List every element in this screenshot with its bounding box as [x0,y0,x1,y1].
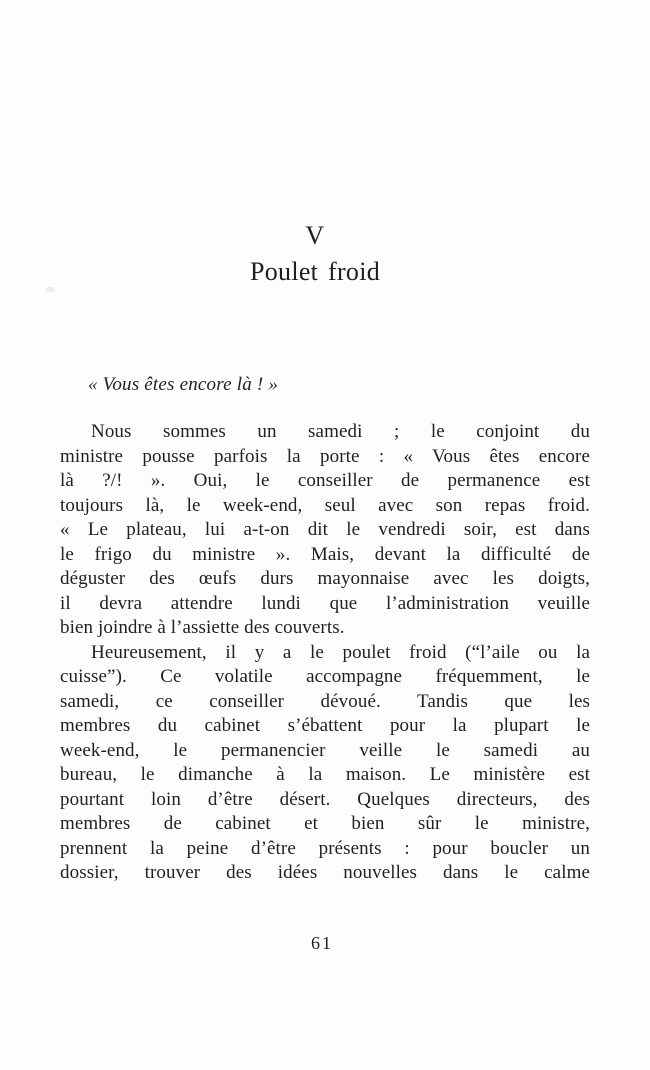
epigraph: « Vous êtes encore là ! » [88,374,279,395]
text-line: week-end, le permanencier veille le samedi au [60,739,590,761]
text-line: déguster des œufs durs mayonnaise avec les doigts, [60,568,590,589]
text-line: membres du cabinet s’ébattent pour la plupart le [60,715,590,736]
text-line: samedi, ce conseiller dévoué. Tandis que les [60,690,590,712]
text-line: Nous sommes un samedi ; le conjoint du [91,421,590,442]
text-line: dossier, trouver des idées nouvelles dans le calme [60,862,590,883]
text-line: « Le plateau, lui a-t-on dit le vendredi soir, est dans [60,519,590,540]
chapter-number: V [305,221,325,250]
text-line: Heureusement, il y a le poulet froid (“l’aile ou la [91,641,590,663]
text-line: toujours là, le week-end, seul avec son repas froid. [60,494,590,516]
text-line: il devra attendre lundi que l’administration veuille [60,592,590,614]
text-line: là ?/! ». Oui, le conseiller de permanence est [60,470,590,491]
text-line: pourtant loin d’être désert. Quelques directeurs, des [60,788,590,810]
chapter-title: Poulet froid [249,257,381,286]
text-line: ministre pousse parfois la porte : « Vous êtes encore [60,445,590,467]
page-number: 61 [311,933,333,953]
body-text [60,420,590,886]
paragraph [60,641,590,886]
paragraph [60,420,590,641]
scan-artifact [45,287,55,292]
text-line: le frigo du ministre ». Mais, devant la difficulté de [60,543,590,565]
text-line: prennent la peine d’être présents : pour boucler un [60,837,590,859]
text-line: membres de cabinet et bien sûr le ministre, [60,813,590,834]
text-line: bureau, le dimanche à la maison. Le ministère est [60,764,590,785]
text-line: bien joindre à l’assiette des couverts. [60,617,345,638]
text-line: cuisse”). Ce volatile accompagne fréquemment, le [60,666,590,687]
